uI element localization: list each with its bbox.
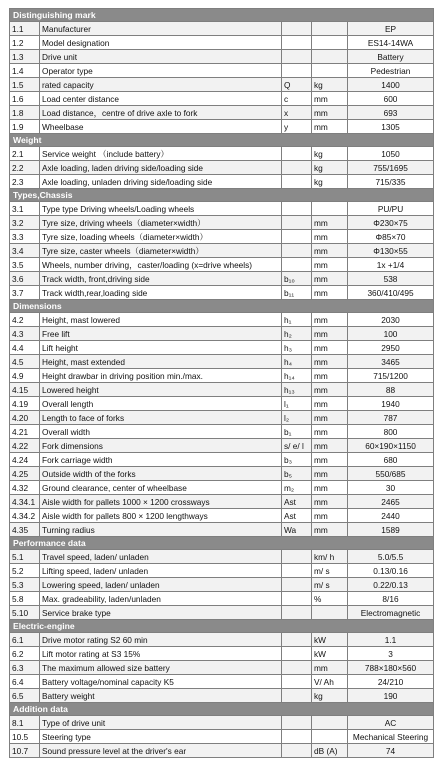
spec-symbol: y	[282, 120, 312, 134]
spec-row	[10, 744, 434, 758]
spec-number: 1.3	[10, 50, 40, 64]
spec-value: Electromagnetic	[348, 606, 434, 620]
spec-row	[10, 467, 434, 481]
spec-unit: kg	[312, 161, 348, 175]
spec-value: 0.13/0.16	[348, 564, 434, 578]
spec-row	[10, 92, 434, 106]
spec-number: 4.20	[10, 411, 40, 425]
spec-number: 6.3	[10, 661, 40, 675]
spec-description: Max. gradeability, laden/unladen	[40, 592, 282, 606]
section-header	[10, 9, 434, 22]
spec-row	[10, 439, 434, 453]
spec-number: 4.32	[10, 481, 40, 495]
section-title: Weight	[10, 134, 434, 147]
spec-unit: mm	[312, 523, 348, 537]
spec-row	[10, 578, 434, 592]
spec-row	[10, 120, 434, 134]
spec-description: Height, mast lowered	[40, 313, 282, 327]
spec-symbol: b₁₁	[282, 286, 312, 300]
spec-symbol: h₃	[282, 341, 312, 355]
spec-description: Aisle width for pallets 1000 × 1200 crossways	[40, 495, 282, 509]
spec-number: 3.2	[10, 216, 40, 230]
spec-row	[10, 272, 434, 286]
spec-unit: mm	[312, 120, 348, 134]
spec-number: 3.7	[10, 286, 40, 300]
spec-description: Sound pressure level at the driver's ear	[40, 744, 282, 758]
spec-description: Overall length	[40, 397, 282, 411]
section-title: Addition data	[10, 703, 434, 716]
spec-unit: kW	[312, 647, 348, 661]
spec-row	[10, 592, 434, 606]
spec-description: Fork dimensions	[40, 439, 282, 453]
spec-row	[10, 258, 434, 272]
spec-symbol: b₁	[282, 425, 312, 439]
spec-row	[10, 661, 434, 675]
spec-symbol	[282, 730, 312, 744]
spec-value: 1940	[348, 397, 434, 411]
spec-symbol	[282, 147, 312, 161]
section-header	[10, 620, 434, 633]
spec-description: Load center distance	[40, 92, 282, 106]
spec-unit: kW	[312, 633, 348, 647]
spec-description: Type of drive unit	[40, 716, 282, 730]
section-title: Types,Chassis	[10, 189, 434, 202]
spec-unit: kg	[312, 689, 348, 703]
spec-row	[10, 313, 434, 327]
spec-description: Tyre size, driving wheels（diameter×width）	[40, 216, 282, 230]
spec-description: Model designation	[40, 36, 282, 50]
spec-unit: mm	[312, 230, 348, 244]
spec-number: 1.2	[10, 36, 40, 50]
spec-value: 1050	[348, 147, 434, 161]
spec-row	[10, 523, 434, 537]
spec-value: 788×180×560	[348, 661, 434, 675]
spec-number: 4.9	[10, 369, 40, 383]
spec-symbol	[282, 716, 312, 730]
spec-number: 4.24	[10, 453, 40, 467]
spec-symbol	[282, 550, 312, 564]
spec-value: 100	[348, 327, 434, 341]
spec-unit	[312, 64, 348, 78]
spec-number: 6.4	[10, 675, 40, 689]
spec-unit: mm	[312, 216, 348, 230]
spec-number: 4.21	[10, 425, 40, 439]
spec-table-body	[10, 9, 434, 758]
spec-symbol	[282, 64, 312, 78]
spec-number: 3.1	[10, 202, 40, 216]
spec-unit: mm	[312, 425, 348, 439]
spec-value: 74	[348, 744, 434, 758]
spec-row	[10, 716, 434, 730]
spec-row	[10, 36, 434, 50]
spec-unit: mm	[312, 411, 348, 425]
spec-row	[10, 383, 434, 397]
spec-value: 2030	[348, 313, 434, 327]
spec-number: 2.2	[10, 161, 40, 175]
spec-sheet	[9, 8, 433, 758]
spec-unit: kg	[312, 175, 348, 189]
spec-number: 4.15	[10, 383, 40, 397]
spec-value: 24/210	[348, 675, 434, 689]
spec-row	[10, 355, 434, 369]
spec-unit	[312, 606, 348, 620]
spec-description: Track width, front,driving side	[40, 272, 282, 286]
spec-number: 3.6	[10, 272, 40, 286]
spec-description: Lift motor rating at S3 15%	[40, 647, 282, 661]
spec-table	[9, 8, 434, 758]
spec-number: 3.3	[10, 230, 40, 244]
spec-symbol: h₁	[282, 313, 312, 327]
spec-unit: mm	[312, 92, 348, 106]
spec-number: 5.1	[10, 550, 40, 564]
spec-number: 2.3	[10, 175, 40, 189]
spec-symbol	[282, 592, 312, 606]
spec-description: Travel speed, laden/ unladen	[40, 550, 282, 564]
spec-unit: kg	[312, 78, 348, 92]
spec-symbol	[282, 578, 312, 592]
spec-row	[10, 175, 434, 189]
spec-description: Free lift	[40, 327, 282, 341]
section-title: Dimensions	[10, 300, 434, 313]
spec-symbol: x	[282, 106, 312, 120]
spec-number: 4.25	[10, 467, 40, 481]
spec-unit: mm	[312, 439, 348, 453]
spec-symbol: l₁	[282, 397, 312, 411]
spec-row	[10, 50, 434, 64]
spec-description: Lowered height	[40, 383, 282, 397]
spec-symbol	[282, 675, 312, 689]
spec-number: 4.3	[10, 327, 40, 341]
spec-unit: km/ h	[312, 550, 348, 564]
spec-symbol: h₂	[282, 327, 312, 341]
spec-description: Aisle width for pallets 800 × 1200 lengthways	[40, 509, 282, 523]
spec-row	[10, 327, 434, 341]
spec-value: 600	[348, 92, 434, 106]
spec-value: 715/1200	[348, 369, 434, 383]
spec-description: Tyre size, loading wheels（diameter×width）	[40, 230, 282, 244]
spec-symbol: h₁₄	[282, 369, 312, 383]
spec-row	[10, 564, 434, 578]
spec-row	[10, 22, 434, 36]
spec-row	[10, 397, 434, 411]
spec-row	[10, 606, 434, 620]
spec-description: Height, mast extended	[40, 355, 282, 369]
spec-number: 4.2	[10, 313, 40, 327]
spec-row	[10, 509, 434, 523]
spec-row	[10, 411, 434, 425]
spec-number: 8.1	[10, 716, 40, 730]
spec-symbol: c	[282, 92, 312, 106]
spec-number: 6.1	[10, 633, 40, 647]
spec-number: 2.1	[10, 147, 40, 161]
spec-unit: kg	[312, 147, 348, 161]
spec-value: 800	[348, 425, 434, 439]
spec-description: Service brake type	[40, 606, 282, 620]
spec-number: 6.5	[10, 689, 40, 703]
spec-number: 1.5	[10, 78, 40, 92]
section-header	[10, 300, 434, 313]
spec-number: 4.4	[10, 341, 40, 355]
spec-value: 1400	[348, 78, 434, 92]
spec-number: 4.5	[10, 355, 40, 369]
spec-description: Service weight （include battery）	[40, 147, 282, 161]
spec-number: 5.10	[10, 606, 40, 620]
spec-value: Φ130×55	[348, 244, 434, 258]
spec-symbol: h₄	[282, 355, 312, 369]
spec-symbol	[282, 161, 312, 175]
spec-row	[10, 425, 434, 439]
spec-description: Wheelbase	[40, 120, 282, 134]
spec-value: 360/410/495	[348, 286, 434, 300]
spec-description: Length to face of forks	[40, 411, 282, 425]
spec-row	[10, 369, 434, 383]
spec-description: Operator type	[40, 64, 282, 78]
spec-number: 6.2	[10, 647, 40, 661]
spec-unit: mm	[312, 272, 348, 286]
spec-unit	[312, 730, 348, 744]
spec-symbol: Q	[282, 78, 312, 92]
spec-unit: mm	[312, 509, 348, 523]
spec-number: 10.7	[10, 744, 40, 758]
spec-description: Battery voltage/nominal capacity K5	[40, 675, 282, 689]
spec-unit	[312, 202, 348, 216]
spec-number: 4.34.1	[10, 495, 40, 509]
spec-symbol	[282, 606, 312, 620]
spec-value: 755/1695	[348, 161, 434, 175]
section-header	[10, 134, 434, 147]
spec-symbol	[282, 647, 312, 661]
spec-value: 787	[348, 411, 434, 425]
spec-value: 88	[348, 383, 434, 397]
spec-symbol: b₃	[282, 453, 312, 467]
spec-symbol	[282, 744, 312, 758]
spec-unit	[312, 36, 348, 50]
spec-description: Tyre size, caster wheels（diameter×width）	[40, 244, 282, 258]
spec-symbol	[282, 689, 312, 703]
spec-description: Overall width	[40, 425, 282, 439]
spec-unit	[312, 716, 348, 730]
spec-description: Battery weight	[40, 689, 282, 703]
spec-number: 4.34.2	[10, 509, 40, 523]
spec-value: Mechanical Steering	[348, 730, 434, 744]
spec-symbol	[282, 564, 312, 578]
spec-row	[10, 147, 434, 161]
spec-row	[10, 230, 434, 244]
spec-value: 550/685	[348, 467, 434, 481]
spec-symbol	[282, 633, 312, 647]
spec-number: 4.22	[10, 439, 40, 453]
spec-number: 1.1	[10, 22, 40, 36]
spec-unit: mm	[312, 453, 348, 467]
spec-value: 680	[348, 453, 434, 467]
spec-unit: mm	[312, 355, 348, 369]
spec-row	[10, 675, 434, 689]
spec-description: Manufacturer	[40, 22, 282, 36]
spec-value: 538	[348, 272, 434, 286]
spec-description: Outside width of the forks	[40, 467, 282, 481]
spec-value: 1x +1/4	[348, 258, 434, 272]
section-title: Distinguishing mark	[10, 9, 434, 22]
spec-row	[10, 689, 434, 703]
spec-value: EP	[348, 22, 434, 36]
spec-value: 2440	[348, 509, 434, 523]
spec-value: 60×190×1150	[348, 439, 434, 453]
spec-description: Lowering speed, laden/ unladen	[40, 578, 282, 592]
spec-description: Turning radius	[40, 523, 282, 537]
spec-value: 5.0/5.5	[348, 550, 434, 564]
spec-description: Wheels, number driving，caster/loading (x=drive wheels)	[40, 258, 282, 272]
spec-unit	[312, 50, 348, 64]
spec-number: 3.5	[10, 258, 40, 272]
spec-description: The maximum allowed size battery	[40, 661, 282, 675]
spec-row	[10, 216, 434, 230]
spec-symbol: b₁₀	[282, 272, 312, 286]
spec-unit: mm	[312, 481, 348, 495]
spec-value: Φ85×70	[348, 230, 434, 244]
spec-description: Type type Driving wheels/Loading wheels	[40, 202, 282, 216]
spec-description: Axle loading, unladen driving side/loading side	[40, 175, 282, 189]
spec-row	[10, 202, 434, 216]
spec-description: Steering type	[40, 730, 282, 744]
spec-value: 1.1	[348, 633, 434, 647]
spec-row	[10, 78, 434, 92]
spec-number: 1.6	[10, 92, 40, 106]
spec-value: 30	[348, 481, 434, 495]
spec-unit: mm	[312, 313, 348, 327]
spec-unit: m/ s	[312, 564, 348, 578]
spec-number: 5.3	[10, 578, 40, 592]
spec-symbol: l₂	[282, 411, 312, 425]
spec-symbol: m₂	[282, 481, 312, 495]
spec-unit: mm	[312, 244, 348, 258]
spec-value: Pedestrian	[348, 64, 434, 78]
spec-unit: mm	[312, 369, 348, 383]
spec-unit: dB (A)	[312, 744, 348, 758]
spec-row	[10, 161, 434, 175]
spec-value: ES14-14WA	[348, 36, 434, 50]
spec-number: 1.9	[10, 120, 40, 134]
spec-row	[10, 286, 434, 300]
spec-value: 715/335	[348, 175, 434, 189]
spec-value: 8/16	[348, 592, 434, 606]
spec-number: 1.8	[10, 106, 40, 120]
spec-symbol	[282, 50, 312, 64]
spec-unit: mm	[312, 397, 348, 411]
spec-number: 1.4	[10, 64, 40, 78]
spec-value: Battery	[348, 50, 434, 64]
spec-unit: mm	[312, 106, 348, 120]
section-title: Electric-engine	[10, 620, 434, 633]
spec-unit: %	[312, 592, 348, 606]
spec-symbol: s/ e/ l	[282, 439, 312, 453]
spec-symbol: Wa	[282, 523, 312, 537]
spec-value: 3	[348, 647, 434, 661]
spec-unit	[312, 22, 348, 36]
spec-row	[10, 481, 434, 495]
spec-symbol	[282, 661, 312, 675]
section-header	[10, 703, 434, 716]
spec-value: Φ230×75	[348, 216, 434, 230]
spec-description: Lift height	[40, 341, 282, 355]
spec-description: Drive motor rating S2 60 min	[40, 633, 282, 647]
spec-value: AC	[348, 716, 434, 730]
spec-row	[10, 550, 434, 564]
spec-value: 3465	[348, 355, 434, 369]
section-header	[10, 537, 434, 550]
spec-value: PU/PU	[348, 202, 434, 216]
spec-unit: V/ Ah	[312, 675, 348, 689]
spec-row	[10, 244, 434, 258]
spec-description: rated capacity	[40, 78, 282, 92]
spec-description: Axle loading, laden driving side/loading side	[40, 161, 282, 175]
spec-value: 190	[348, 689, 434, 703]
spec-row	[10, 633, 434, 647]
spec-value: 1305	[348, 120, 434, 134]
section-header	[10, 189, 434, 202]
spec-unit: mm	[312, 467, 348, 481]
spec-description: Fork carriage width	[40, 453, 282, 467]
spec-symbol	[282, 175, 312, 189]
spec-value: 2465	[348, 495, 434, 509]
spec-value: 693	[348, 106, 434, 120]
spec-row	[10, 453, 434, 467]
spec-unit: mm	[312, 258, 348, 272]
spec-value: 2950	[348, 341, 434, 355]
spec-row	[10, 341, 434, 355]
spec-row	[10, 730, 434, 744]
spec-symbol: h₁₃	[282, 383, 312, 397]
spec-symbol: Ast	[282, 495, 312, 509]
spec-number: 5.8	[10, 592, 40, 606]
spec-number: 4.35	[10, 523, 40, 537]
spec-symbol: b₅	[282, 467, 312, 481]
spec-unit: mm	[312, 327, 348, 341]
spec-unit: mm	[312, 383, 348, 397]
spec-row	[10, 106, 434, 120]
spec-description: Load distance，centre of drive axle to fork	[40, 106, 282, 120]
spec-row	[10, 647, 434, 661]
spec-symbol	[282, 244, 312, 258]
spec-unit: mm	[312, 495, 348, 509]
spec-symbol: Ast	[282, 509, 312, 523]
spec-number: 5.2	[10, 564, 40, 578]
spec-number: 3.4	[10, 244, 40, 258]
spec-value: 1589	[348, 523, 434, 537]
spec-symbol	[282, 230, 312, 244]
spec-number: 10.5	[10, 730, 40, 744]
spec-row	[10, 64, 434, 78]
spec-description: Track width,rear,loading side	[40, 286, 282, 300]
spec-symbol	[282, 258, 312, 272]
spec-unit: mm	[312, 341, 348, 355]
spec-unit: m/ s	[312, 578, 348, 592]
spec-description: Height drawbar in driving position min./max.	[40, 369, 282, 383]
spec-unit: mm	[312, 286, 348, 300]
spec-description: Drive unit	[40, 50, 282, 64]
spec-unit: mm	[312, 661, 348, 675]
spec-row	[10, 495, 434, 509]
spec-symbol	[282, 216, 312, 230]
section-title: Performance data	[10, 537, 434, 550]
spec-symbol	[282, 22, 312, 36]
spec-description: Ground clearance, center of wheelbase	[40, 481, 282, 495]
spec-symbol	[282, 36, 312, 50]
spec-value: 0.22/0.13	[348, 578, 434, 592]
spec-description: Lifting speed, laden/ unladen	[40, 564, 282, 578]
spec-symbol	[282, 202, 312, 216]
spec-number: 4.19	[10, 397, 40, 411]
